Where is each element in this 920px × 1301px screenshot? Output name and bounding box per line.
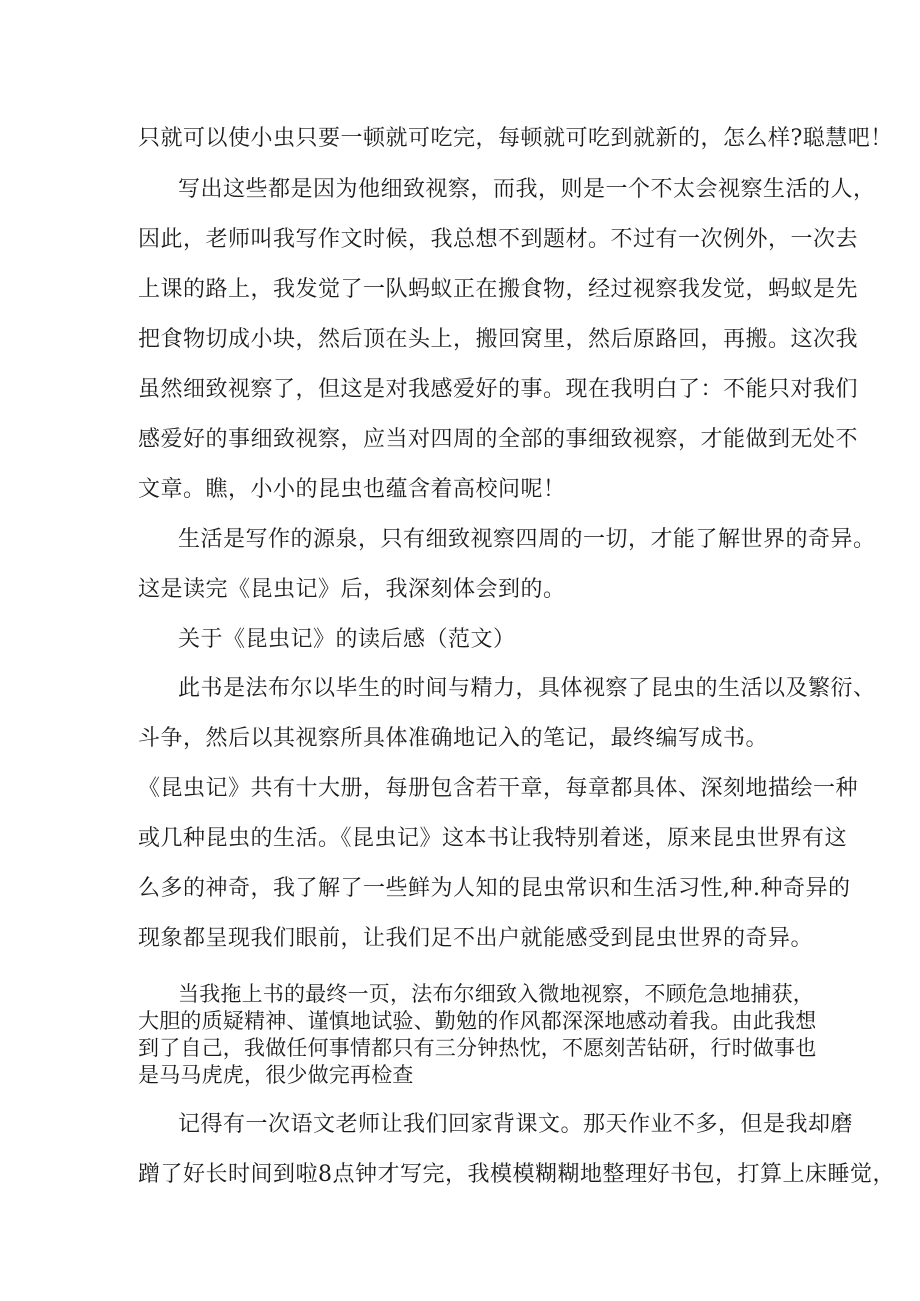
text-line: 上课的路上，我发觉了一队蚂蚁正在搬食物，经过视察我发觉，蚂蚁是先 xyxy=(138,277,859,302)
text-line: 把食物切成小块，然后顶在头上，搬回窝里，然后原路回，再搬。这次我 xyxy=(138,327,859,352)
text-line: 因此，老师叫我写作文时候，我总想不到题材。不过有一次例外，一次去 xyxy=(138,227,859,252)
text-line: 现象都呈现我们眼前，让我们足不出户就能感受到昆虫世界的奇异。 xyxy=(138,926,814,951)
paragraph-start-line: 此书是法布尔以毕生的时间与精力，具体视察了昆虫的生活以及繁衍、 xyxy=(178,676,876,701)
text-line: 是马马虎虎，很少做完再检查 xyxy=(138,1063,414,1087)
text-line: 这是读完《昆虫记》后，我深刻体会到的。 xyxy=(138,577,566,602)
paragraph-start-line: 写出这些都是因为他细致视察，而我，则是一个不太会视察生活的人， xyxy=(178,177,876,202)
text-line: 蹭了好长时间到啦8点钟才写完，我模模糊糊地整理好书包，打算上床睡觉， xyxy=(138,1162,895,1187)
section-title: 关于《昆虫记》的读后感（范文） xyxy=(178,627,516,652)
text-line: 《昆虫记》共有十大册，每册包含若干章，每章都具体、深刻地描绘一种 xyxy=(138,776,859,801)
text-line: 大胆的质疑精神、谨慎地试验、勤勉的作风都深深地感动着我。由此我想 xyxy=(138,1009,817,1033)
text-line: 或几种昆虫的生活。《昆虫记》这本书让我特别着迷，原来昆虫世界有这 xyxy=(138,826,848,851)
text-line: 到了自己，我做任何事情都只有三分钟热忱，不愿刻苦钻研，行时做事也 xyxy=(138,1036,817,1060)
text-line: 虽然细致视察了，但这是对我感爱好的事。现在我明白了：不能只对我们 xyxy=(138,377,859,402)
text-line: 么多的神奇，我了解了一些鲜为人知的昆虫常识和生活习性,种.种奇异的 xyxy=(138,876,851,901)
paragraph-start-line: 生活是写作的源泉，只有细致视察四周的一切，才能了解世界的奇异。 xyxy=(178,527,876,552)
text-line: 只就可以使小虫只要一顿就可吃完，每顿就可吃到就新的，怎么样?聪慧吧！ xyxy=(138,126,893,151)
paragraph-start-line: 当我拖上书的最终一页，法布尔细致入微地视察，不顾危急地捕获， xyxy=(178,982,814,1006)
text-line: 斗争，然后以其视察所具体准确地记入的笔记，最终编写成书。 xyxy=(138,726,769,751)
text-line: 感爱好的事细致视察，应当对四周的全部的事细致视察，才能做到无处不 xyxy=(138,427,859,452)
paragraph-start-line: 记得有一次语文老师让我们回家背课文。那天作业不多，但是我却磨 xyxy=(178,1112,854,1137)
text-line: 文章。瞧，小小的昆虫也蕴含着高校问呢！ xyxy=(138,477,566,502)
